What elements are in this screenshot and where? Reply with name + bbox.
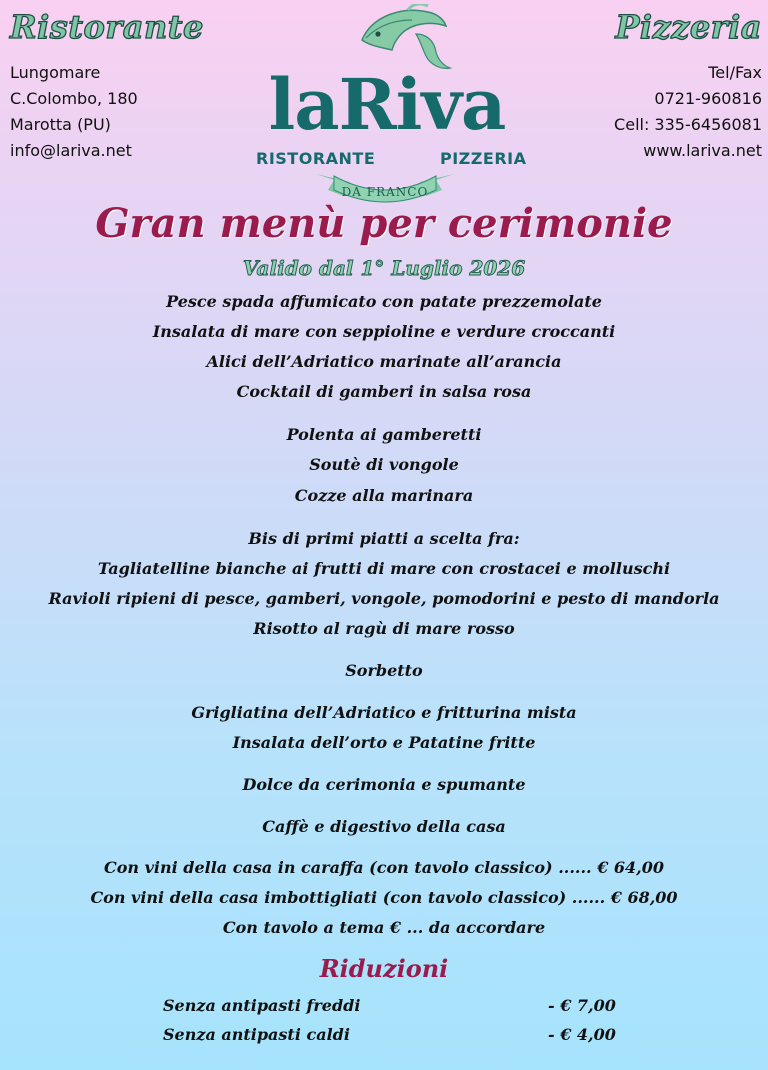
menu-item: Insalata di mare con seppioline e verdure croccanti (152, 322, 616, 341)
menu-item: Grigliatina dell’Adriatico e fritturina mista (191, 703, 577, 722)
logo-ristorante-label: RISTORANTE (256, 149, 376, 168)
menu-item: Dolce da cerimonia e spumante (242, 775, 526, 794)
menu-item: Insalata dell’orto e Patatine fritte (232, 733, 536, 752)
menu-item: Soutè di vongole (309, 455, 459, 474)
menu-item: Ravioli ripieni di pesce, gamberi, vongole, pomodorini e pesto di mandorla (48, 589, 720, 608)
menu-item: Polenta ai gamberetti (286, 425, 482, 444)
address-line: Marotta (PU) (10, 115, 111, 134)
restaurant-logo (250, 4, 527, 204)
pizzeria-title: Pizzeria (615, 8, 762, 46)
logo-wordmark: laRiva (268, 63, 506, 146)
logo-ribbon-text: DA FRANCO (341, 185, 429, 199)
price-line: Con vini della casa imbottigliati (con tavolo classico) ...... € 68,00 (90, 888, 678, 907)
phone-block (614, 60, 762, 164)
menu-item: Cocktail di gamberi in salsa rosa (236, 382, 532, 401)
reduction-name: Senza antipasti caldi (163, 1025, 350, 1044)
reduction-amount: - € 4,00 (548, 1025, 616, 1044)
logo-pizzeria-label: PIZZERIA (440, 149, 527, 168)
menu-item: Cozze alla marinara (294, 486, 474, 505)
menu-item: Tagliatelline bianche ai frutti di mare con crostacei e molluschi (97, 559, 671, 578)
menu-item: Bis di primi piatti a scelta fra: (248, 529, 520, 548)
website-link[interactable]: www.lariva.net (643, 141, 762, 160)
menu-item: Alici dell’Adriatico marinate all’arancia (206, 352, 562, 371)
address-line: Lungomare (10, 63, 101, 82)
email-link[interactable]: info@lariva.net (10, 141, 132, 160)
reduction-amount: - € 7,00 (548, 996, 616, 1015)
menu-item: Sorbetto (345, 661, 423, 680)
menu-title: Gran menù per cerimonie (95, 200, 673, 247)
reductions-title: Riduzioni (319, 954, 449, 983)
menu-item: Risotto al ragù di mare rosso (253, 619, 515, 638)
menu-validity: Valido dal 1° Luglio 2026 (242, 256, 526, 280)
menu-item: Caffè e digestivo della casa (262, 817, 506, 836)
price-line: Con vini della casa in caraffa (con tavolo classico) ...... € 64,00 (103, 858, 664, 877)
cell-number: Cell: 335-6456081 (614, 115, 762, 134)
phone-number: 0721-960816 (654, 89, 762, 108)
phone-label: Tel/Fax (708, 63, 762, 82)
address-line: C.Colombo, 180 (10, 89, 138, 108)
reduction-name: Senza antipasti freddi (163, 996, 361, 1015)
ristorante-title: Ristorante (10, 8, 204, 46)
menu-item: Pesce spada affumicato con patate prezzemolate (166, 292, 602, 311)
address-block (10, 60, 138, 164)
price-line: Con tavolo a tema € ... da accordare (222, 918, 546, 937)
